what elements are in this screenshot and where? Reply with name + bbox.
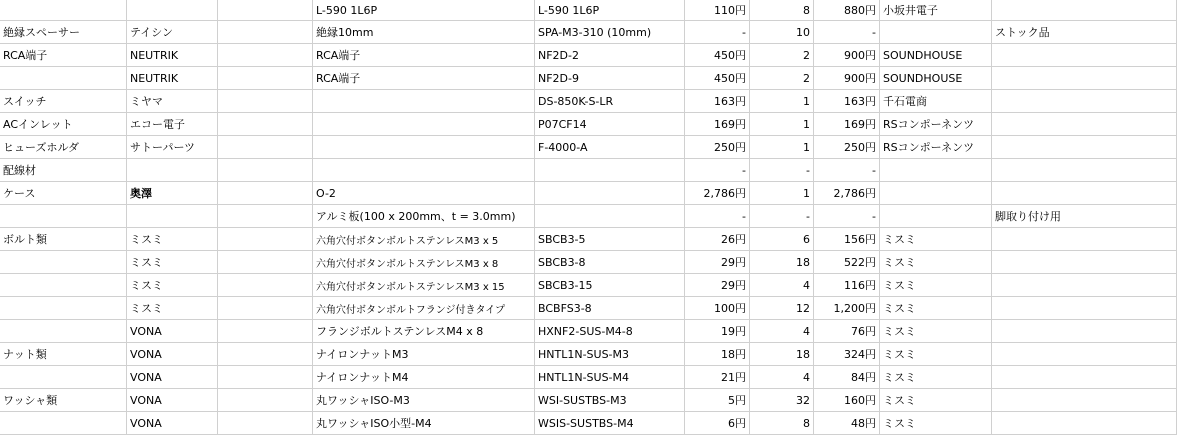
cell-quantity[interactable]: 10 xyxy=(750,21,814,44)
cell-blank[interactable] xyxy=(218,297,313,320)
cell-unit-price[interactable]: - xyxy=(685,205,750,228)
cell-category[interactable] xyxy=(0,0,127,21)
cell-description[interactable]: 六角穴付ボタンボルトステンレスM3 x 8 xyxy=(313,251,535,274)
cell-blank[interactable] xyxy=(218,182,313,205)
cell-blank[interactable] xyxy=(218,343,313,366)
cell-category[interactable] xyxy=(0,205,127,228)
cell-maker[interactable]: VONA xyxy=(127,343,218,366)
cell-quantity[interactable]: 1 xyxy=(750,113,814,136)
cell-quantity[interactable]: 1 xyxy=(750,136,814,159)
cell-part-number[interactable]: HNTL1N-SUS-M3 xyxy=(535,343,685,366)
cell-subtotal[interactable]: 156円 xyxy=(814,228,880,251)
cell-description[interactable]: L-590 1L6P xyxy=(313,0,535,21)
cell-shop[interactable]: ミスミ xyxy=(880,320,992,343)
cell-unit-price[interactable]: - xyxy=(685,159,750,182)
cell-subtotal[interactable]: 48円 xyxy=(814,412,880,435)
cell-part-number[interactable]: SBCB3-5 xyxy=(535,228,685,251)
cell-shop[interactable]: ミスミ xyxy=(880,343,992,366)
cell-shop[interactable] xyxy=(880,182,992,205)
cell-description[interactable]: 六角穴付ボタンボルトフランジ付きタイプ xyxy=(313,297,535,320)
cell-maker[interactable]: ミスミ xyxy=(127,297,218,320)
cell-blank[interactable] xyxy=(218,113,313,136)
cell-unit-price[interactable]: 250円 xyxy=(685,136,750,159)
cell-category[interactable]: RCA端子 xyxy=(0,44,127,67)
cell-maker[interactable]: VONA xyxy=(127,366,218,389)
cell-subtotal[interactable]: - xyxy=(814,205,880,228)
cell-blank[interactable] xyxy=(218,412,313,435)
cell-description[interactable] xyxy=(313,90,535,113)
cell-unit-price[interactable]: 450円 xyxy=(685,67,750,90)
cell-subtotal[interactable]: 76円 xyxy=(814,320,880,343)
cell-maker[interactable]: VONA xyxy=(127,320,218,343)
cell-shop[interactable]: ミスミ xyxy=(880,297,992,320)
cell-note[interactable] xyxy=(992,159,1177,182)
cell-note[interactable] xyxy=(992,297,1177,320)
cell-category[interactable]: 絶縁スペーサー xyxy=(0,21,127,44)
cell-blank[interactable] xyxy=(218,251,313,274)
cell-blank[interactable] xyxy=(218,90,313,113)
cell-shop[interactable]: RSコンポーネンツ xyxy=(880,136,992,159)
cell-part-number[interactable]: DS-850K-S-LR xyxy=(535,90,685,113)
cell-blank[interactable] xyxy=(218,274,313,297)
cell-shop[interactable]: 小坂井電子 xyxy=(880,0,992,21)
cell-blank[interactable] xyxy=(218,0,313,21)
cell-note[interactable] xyxy=(992,67,1177,90)
cell-category[interactable] xyxy=(0,251,127,274)
cell-quantity[interactable]: 1 xyxy=(750,90,814,113)
cell-description[interactable]: RCA端子 xyxy=(313,44,535,67)
cell-part-number[interactable]: WSI-SUSTBS-M3 xyxy=(535,389,685,412)
cell-category[interactable]: ケース xyxy=(0,182,127,205)
cell-category[interactable]: ヒューズホルダ xyxy=(0,136,127,159)
cell-category[interactable]: ワッシャ類 xyxy=(0,389,127,412)
cell-shop[interactable] xyxy=(880,159,992,182)
cell-maker[interactable]: NEUTRIK xyxy=(127,44,218,67)
cell-note[interactable] xyxy=(992,274,1177,297)
cell-part-number[interactable]: F-4000-A xyxy=(535,136,685,159)
cell-unit-price[interactable]: 18円 xyxy=(685,343,750,366)
cell-blank[interactable] xyxy=(218,44,313,67)
cell-maker[interactable]: サトーパーツ xyxy=(127,136,218,159)
cell-shop[interactable]: ミスミ xyxy=(880,251,992,274)
cell-part-number[interactable]: L-590 1L6P xyxy=(535,0,685,21)
cell-quantity[interactable]: 4 xyxy=(750,320,814,343)
cell-description[interactable] xyxy=(313,136,535,159)
cell-quantity[interactable]: 12 xyxy=(750,297,814,320)
cell-maker[interactable] xyxy=(127,0,218,21)
cell-shop[interactable]: ミスミ xyxy=(880,274,992,297)
cell-maker[interactable]: エコー電子 xyxy=(127,113,218,136)
cell-description[interactable]: RCA端子 xyxy=(313,67,535,90)
cell-subtotal[interactable]: 163円 xyxy=(814,90,880,113)
cell-note[interactable] xyxy=(992,228,1177,251)
cell-category[interactable]: ACインレット xyxy=(0,113,127,136)
cell-part-number[interactable]: BCBFS3-8 xyxy=(535,297,685,320)
cell-shop[interactable]: SOUNDHOUSE xyxy=(880,44,992,67)
cell-blank[interactable] xyxy=(218,21,313,44)
cell-quantity[interactable]: 4 xyxy=(750,274,814,297)
cell-part-number[interactable] xyxy=(535,182,685,205)
cell-subtotal[interactable]: 169円 xyxy=(814,113,880,136)
cell-description[interactable]: アルミ板(100 x 200mm、t = 3.0mm) xyxy=(313,205,535,228)
cell-subtotal[interactable]: 880円 xyxy=(814,0,880,21)
cell-subtotal[interactable]: - xyxy=(814,159,880,182)
cell-unit-price[interactable]: 19円 xyxy=(685,320,750,343)
cell-note[interactable] xyxy=(992,182,1177,205)
cell-blank[interactable] xyxy=(218,228,313,251)
cell-part-number[interactable] xyxy=(535,159,685,182)
cell-blank[interactable] xyxy=(218,205,313,228)
cell-unit-price[interactable]: 5円 xyxy=(685,389,750,412)
cell-quantity[interactable]: 18 xyxy=(750,251,814,274)
cell-unit-price[interactable]: 2,786円 xyxy=(685,182,750,205)
cell-part-number[interactable]: SBCB3-8 xyxy=(535,251,685,274)
cell-category[interactable]: スイッチ xyxy=(0,90,127,113)
cell-note[interactable] xyxy=(992,251,1177,274)
cell-note[interactable]: 脚取り付け用 xyxy=(992,205,1177,228)
cell-maker[interactable]: テイシン xyxy=(127,21,218,44)
cell-description[interactable]: ナイロンナットM4 xyxy=(313,366,535,389)
cell-unit-price[interactable]: 6円 xyxy=(685,412,750,435)
cell-shop[interactable] xyxy=(880,21,992,44)
cell-category[interactable]: ナット類 xyxy=(0,343,127,366)
cell-unit-price[interactable]: 29円 xyxy=(685,251,750,274)
cell-part-number[interactable] xyxy=(535,205,685,228)
cell-quantity[interactable]: 1 xyxy=(750,182,814,205)
cell-description[interactable] xyxy=(313,113,535,136)
cell-maker[interactable]: VONA xyxy=(127,389,218,412)
cell-category[interactable] xyxy=(0,274,127,297)
cell-shop[interactable]: RSコンポーネンツ xyxy=(880,113,992,136)
cell-category[interactable]: ボルト類 xyxy=(0,228,127,251)
cell-quantity[interactable]: 32 xyxy=(750,389,814,412)
cell-part-number[interactable]: HXNF2-SUS-M4-8 xyxy=(535,320,685,343)
cell-part-number[interactable]: WSIS-SUSTBS-M4 xyxy=(535,412,685,435)
cell-maker[interactable]: VONA xyxy=(127,412,218,435)
cell-description[interactable]: フランジボルトステンレスM4 x 8 xyxy=(313,320,535,343)
cell-part-number[interactable]: P07CF14 xyxy=(535,113,685,136)
cell-unit-price[interactable]: 26円 xyxy=(685,228,750,251)
cell-description[interactable]: 丸ワッシャISO小型-M4 xyxy=(313,412,535,435)
cell-note[interactable] xyxy=(992,320,1177,343)
cell-maker[interactable] xyxy=(127,205,218,228)
cell-unit-price[interactable]: 450円 xyxy=(685,44,750,67)
cell-subtotal[interactable]: 2,786円 xyxy=(814,182,880,205)
cell-unit-price[interactable]: 100円 xyxy=(685,297,750,320)
cell-description[interactable]: 六角穴付ボタンボルトステンレスM3 x 15 xyxy=(313,274,535,297)
cell-quantity[interactable]: 2 xyxy=(750,67,814,90)
cell-category[interactable] xyxy=(0,297,127,320)
cell-note[interactable] xyxy=(992,0,1177,21)
cell-subtotal[interactable]: 900円 xyxy=(814,44,880,67)
cell-description[interactable] xyxy=(313,159,535,182)
cell-subtotal[interactable]: 522円 xyxy=(814,251,880,274)
cell-description[interactable]: O-2 xyxy=(313,182,535,205)
cell-subtotal[interactable]: 160円 xyxy=(814,389,880,412)
cell-maker[interactable]: ミスミ xyxy=(127,228,218,251)
cell-description[interactable]: 丸ワッシャISO-M3 xyxy=(313,389,535,412)
cell-blank[interactable] xyxy=(218,389,313,412)
cell-part-number[interactable]: SBCB3-15 xyxy=(535,274,685,297)
cell-part-number[interactable]: HNTL1N-SUS-M4 xyxy=(535,366,685,389)
cell-unit-price[interactable]: 110円 xyxy=(685,0,750,21)
cell-subtotal[interactable]: - xyxy=(814,21,880,44)
cell-description[interactable]: ナイロンナットM3 xyxy=(313,343,535,366)
cell-quantity[interactable]: 18 xyxy=(750,343,814,366)
cell-category[interactable] xyxy=(0,320,127,343)
cell-quantity[interactable]: 2 xyxy=(750,44,814,67)
cell-category[interactable] xyxy=(0,366,127,389)
cell-category[interactable] xyxy=(0,412,127,435)
cell-blank[interactable] xyxy=(218,67,313,90)
cell-unit-price[interactable]: - xyxy=(685,21,750,44)
cell-subtotal[interactable]: 84円 xyxy=(814,366,880,389)
cell-subtotal[interactable]: 900円 xyxy=(814,67,880,90)
cell-maker[interactable]: ミスミ xyxy=(127,274,218,297)
cell-description[interactable]: 六角穴付ボタンボルトステンレスM3 x 5 xyxy=(313,228,535,251)
cell-quantity[interactable]: 8 xyxy=(750,0,814,21)
cell-description[interactable]: 絶縁10mm xyxy=(313,21,535,44)
cell-part-number[interactable]: SPA-M3-310 (10mm) xyxy=(535,21,685,44)
cell-note[interactable] xyxy=(992,412,1177,435)
cell-unit-price[interactable]: 163円 xyxy=(685,90,750,113)
cell-note[interactable] xyxy=(992,90,1177,113)
cell-quantity[interactable]: - xyxy=(750,205,814,228)
cell-quantity[interactable]: - xyxy=(750,159,814,182)
cell-shop[interactable]: ミスミ xyxy=(880,412,992,435)
cell-maker[interactable]: ミスミ xyxy=(127,251,218,274)
cell-category[interactable]: 配線材 xyxy=(0,159,127,182)
cell-unit-price[interactable]: 29円 xyxy=(685,274,750,297)
cell-quantity[interactable]: 4 xyxy=(750,366,814,389)
cell-note[interactable] xyxy=(992,389,1177,412)
cell-note[interactable]: ストック品 xyxy=(992,21,1177,44)
cell-maker[interactable] xyxy=(127,159,218,182)
cell-unit-price[interactable]: 21円 xyxy=(685,366,750,389)
cell-quantity[interactable]: 8 xyxy=(750,412,814,435)
cell-note[interactable] xyxy=(992,343,1177,366)
cell-shop[interactable]: SOUNDHOUSE xyxy=(880,67,992,90)
cell-blank[interactable] xyxy=(218,366,313,389)
cell-shop[interactable]: ミスミ xyxy=(880,366,992,389)
cell-note[interactable] xyxy=(992,44,1177,67)
cell-part-number[interactable]: NF2D-9 xyxy=(535,67,685,90)
cell-shop[interactable] xyxy=(880,205,992,228)
cell-shop[interactable]: 千石電商 xyxy=(880,90,992,113)
cell-note[interactable] xyxy=(992,113,1177,136)
cell-blank[interactable] xyxy=(218,136,313,159)
cell-note[interactable] xyxy=(992,366,1177,389)
cell-quantity[interactable]: 6 xyxy=(750,228,814,251)
cell-unit-price[interactable]: 169円 xyxy=(685,113,750,136)
cell-blank[interactable] xyxy=(218,159,313,182)
cell-category[interactable] xyxy=(0,67,127,90)
cell-maker[interactable]: ミヤマ xyxy=(127,90,218,113)
cell-maker[interactable]: NEUTRIK xyxy=(127,67,218,90)
cell-subtotal[interactable]: 1,200円 xyxy=(814,297,880,320)
cell-part-number[interactable]: NF2D-2 xyxy=(535,44,685,67)
cell-subtotal[interactable]: 324円 xyxy=(814,343,880,366)
cell-blank[interactable] xyxy=(218,320,313,343)
cell-subtotal[interactable]: 116円 xyxy=(814,274,880,297)
cell-note[interactable] xyxy=(992,136,1177,159)
cell-shop[interactable]: ミスミ xyxy=(880,389,992,412)
cell-maker[interactable]: 奥澤 xyxy=(127,182,218,205)
cell-shop[interactable]: ミスミ xyxy=(880,228,992,251)
cell-subtotal[interactable]: 250円 xyxy=(814,136,880,159)
